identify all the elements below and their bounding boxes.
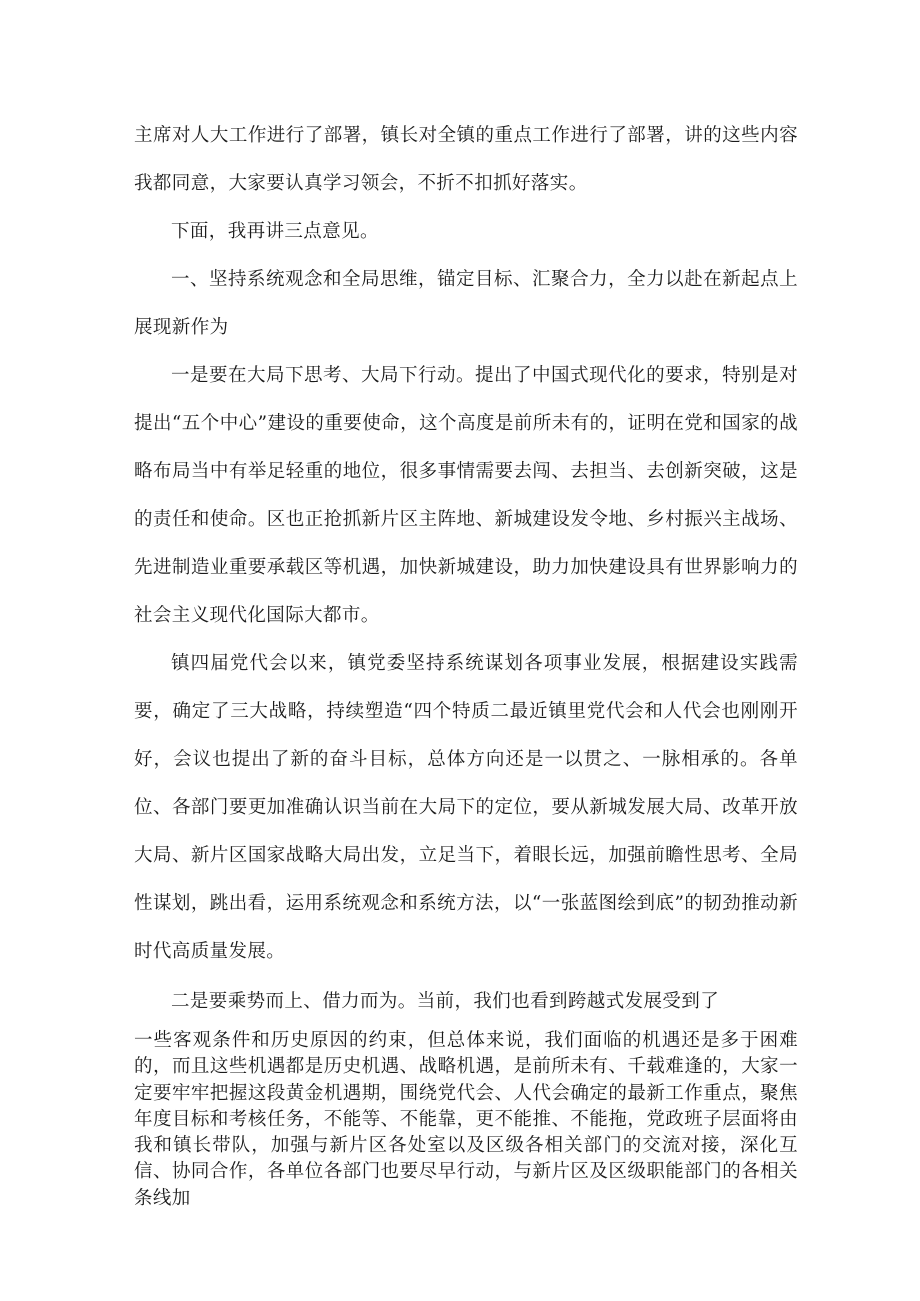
paragraph-6: 一些客观条件和历史原因的约束，但总体来说，我们面临的机遇还是多于困难的，而且这些机遇都是历史机遇、战略机遇，是前所未有、千载难逢的，大家一定要牢牢把握这段黄金机遇期，围绕党代会、人代会确定的最新工作重点，聚焦年度目标和考核任务，不能等、不能靠，更不能推、不能拖，党政班子层面将由我和镇长带队，加强与新片区各处室以及区级各相关部门的交流对接，深化互信、协同合作，各单位各部门也要尽早行动，与新片区及区级职能部门的各相关条线加 (134, 1030, 798, 1209)
paragraph-1: 主席对人大工作进行了部署，镇长对全镇的重点工作进行了部署，讲的这些内容我都同意，大家要认真学习领会，不折不扣抓好落实。 (134, 125, 798, 194)
section-heading-1: 一、坚持系统观念和全局思维，锚定目标、汇聚合力，全力以赴在新起点上展现新作为 (134, 269, 798, 338)
paragraph-4: 镇四届党代会以来，镇党委坚持系统谋划各项事业发展，根据建设实践需要，确定了三大战略，持续塑造“四个特质二最近镇里党代会和人代会也刚刚开好，会议也提出了新的奋斗目标，总体方向还是一以贯之、一脉相承的。各单位、各部门要更加准确认识当前在大局下的定位，要从新城发展大局、改革开放大局、新片区国家战略大局出发，立足当下，着眼长远，加强前瞻性思考、全局性谋划，跳出看，运用系统观念和系统方法，以“一张蓝图绘到底”的韧劲推动新时代高质量发展。 (134, 653, 798, 962)
paragraph-3: 一是要在大局下思考、大局下行动。提出了中国式现代化的要求，特别是对提出“五个中心”建设的重要使命，这个高度是前所未有的，证明在党和国家的战略布局当中有举足轻重的地位，很多事情需要去闯、去担当、去创新突破，这是的责任和使命。区也正抢抓新片区主阵地、新城建设发令地、乡村振兴主战场、先进制造业重要承载区等机遇，加快新城建设，助力加快建设具有世界影响力的社会主义现代化国际大都市。 (134, 365, 798, 626)
paragraph-2: 下面，我再讲三点意见。 (171, 221, 379, 242)
paragraph-5: 二是要乘势而上、借力而为。当前，我们也看到跨越式发展受到了 (171, 991, 720, 1012)
